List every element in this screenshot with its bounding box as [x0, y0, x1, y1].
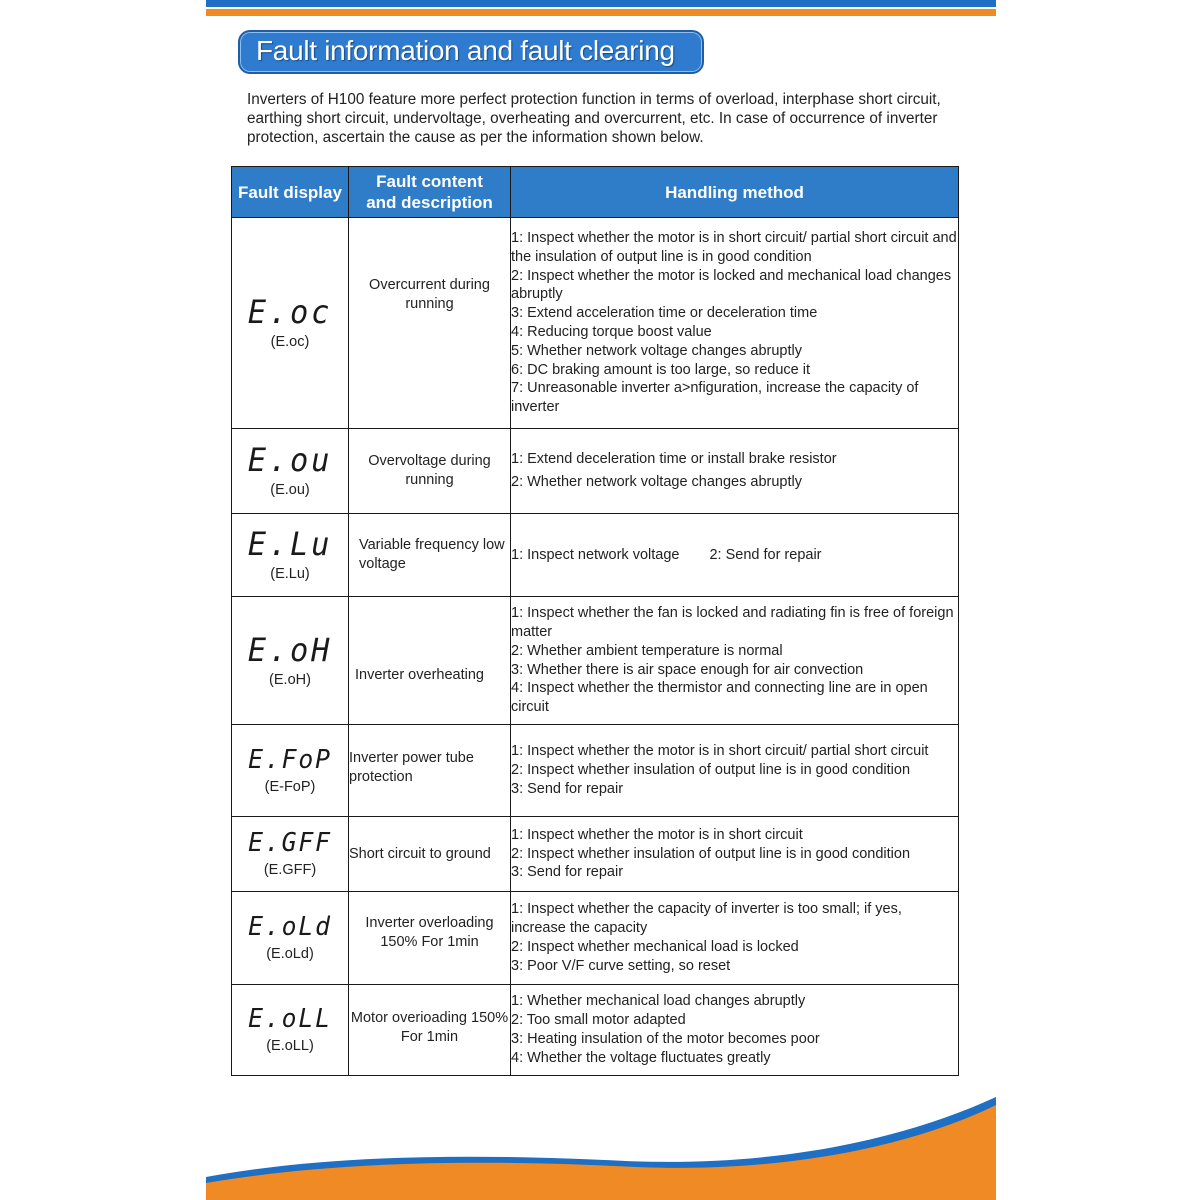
bottom-decorative-wave: [206, 1095, 996, 1200]
handling-step: 2: Inspect whether mechanical load is locked: [511, 939, 799, 955]
table-row: [232, 725, 959, 817]
segment-display-code: E.oH: [247, 630, 333, 669]
handling-step: 1: Inspect whether the motor is in short circuit/ partial short circuit: [511, 743, 929, 760]
fault-code: (E.oc): [270, 334, 310, 350]
handling-step: 3: Poor V/F curve setting, so reset: [511, 957, 731, 974]
fault-description: Motor overioading 150% For 1min: [349, 985, 511, 1076]
segment-display-code: E.ou: [247, 441, 333, 479]
handling-method-cell: [511, 429, 959, 514]
handling-step: 3: Send for repair: [511, 780, 624, 797]
header-fault-content-line2: and description: [366, 193, 493, 212]
handling-method-cell: [511, 218, 959, 429]
handling-method-cell: [511, 514, 959, 597]
handling-step: 4: Whether the voltage fluctuates greatly: [511, 1049, 771, 1066]
handling-step: 3: Whether there is air space enough for air convection: [511, 661, 864, 678]
top-decorative-bar: [206, 0, 996, 16]
fault-code: (E.oLL): [266, 1038, 314, 1054]
fault-code: (E.Lu): [270, 566, 310, 582]
handling-step: 2: Inspect whether the motor is locked and mechanical load changes abruptly: [511, 267, 952, 303]
fault-display-cell: [232, 725, 349, 817]
segment-display-code: E.oc: [247, 293, 333, 331]
handling-step: 1: Inspect network voltage: [511, 546, 680, 563]
handling-step: 2: Send for repair: [709, 546, 822, 563]
handling-step: 1: Extend deceleration time or install brake resistor: [511, 451, 837, 467]
handling-step: 1: Whether mechanical load changes abruptly: [511, 993, 806, 1010]
handling-step: 1: Inspect whether the motor is in short circuit/ partial short circuit and the insulation of output line is in good condition: [511, 230, 957, 265]
table-header-row: [232, 167, 959, 218]
header-fault-content: [349, 167, 511, 218]
fault-table: [231, 166, 959, 1076]
segment-display-code: E.GFF: [248, 828, 332, 858]
handling-step: 1: Inspect whether the fan is locked and radiating fin is free of foreign matter: [511, 605, 954, 640]
page-title: Fault information and fault clearing: [256, 35, 675, 66]
handling-step: 7: Unreasonable inverter a>nfiguration, increase the capacity of inverter: [511, 380, 919, 416]
handling-step: 4: Inspect whether the thermistor and connecting line are in open circuit: [511, 680, 928, 716]
header-fault-display: Fault display: [232, 167, 349, 218]
fault-description: Inverter overheating: [349, 597, 511, 725]
handling-method-cell: [511, 725, 959, 817]
fault-display-cell: [232, 218, 349, 429]
handling-step: 3: Extend acceleration time or deceleration time: [511, 305, 818, 322]
handling-step: 6: DC braking amount is too large, so reduce it: [511, 361, 811, 378]
segment-display-code: E.oLd: [248, 912, 332, 942]
handling-step: 4: Reducing torque boost value: [511, 324, 712, 340]
fault-description: Overcurrent during running: [349, 218, 511, 429]
handling-step: 2: Whether network voltage changes abruptly: [511, 474, 802, 490]
segment-display-code: E.oLL: [248, 1004, 332, 1034]
fault-code: (E.GFF): [263, 862, 317, 878]
fault-display-cell: [232, 985, 349, 1076]
table-row: [232, 429, 959, 514]
fault-code: (E.oH): [269, 671, 311, 688]
handling-method-cell: [511, 985, 959, 1076]
table-row: [232, 985, 959, 1076]
handling-step: 1: Inspect whether the motor is in short circuit: [511, 826, 803, 843]
header-fault-content-line1: Fault content: [376, 172, 483, 191]
header-handling-method: Handling method: [511, 167, 959, 218]
segment-display-code: E.FoP: [248, 744, 332, 775]
page-title-banner: [238, 30, 704, 74]
handling-step: 2: Too small motor adapted: [511, 1012, 686, 1029]
manual-page: [206, 0, 996, 1200]
fault-display-cell: [232, 817, 349, 892]
fault-display-cell: [232, 514, 349, 597]
table-row: [232, 892, 959, 985]
fault-code: (E.ou): [270, 482, 310, 498]
handling-step: 1: Inspect whether the capacity of inverter is too small; if yes, increase the capacity: [511, 901, 902, 937]
handling-step: 2: Inspect whether insulation of output line is in good condition: [511, 762, 911, 779]
segment-display-code: E.Lu: [247, 525, 333, 563]
fault-description: Overvoltage during running: [349, 429, 511, 514]
table-row: [232, 514, 959, 597]
table-row: [232, 218, 959, 429]
intro-paragraph: Inverters of H100 feature more perfect protection function in terms of overload, interphase short circuit, earthing short circuit, undervoltage, overheating and overcurrent, etc. In case of occurrence of inverter protection, ascertain the cause as per the information shown below.: [247, 91, 941, 146]
handling-step: 2: Inspect whether insulation of output line is in good condition: [511, 845, 911, 862]
fault-display-cell: [232, 597, 349, 725]
handling-step: 3: Heating insulation of the motor becomes poor: [511, 1031, 820, 1047]
fault-code: (E.oLd): [266, 946, 314, 962]
handling-step: 2: Whether ambient temperature is normal: [511, 642, 783, 659]
table-row: [232, 817, 959, 892]
fault-description: Short circuit to ground: [349, 817, 511, 892]
handling-method-cell: [511, 597, 959, 725]
fault-display-cell: [232, 429, 349, 514]
fault-display-cell: [232, 892, 349, 985]
table-row: [232, 597, 959, 725]
handling-step: 5: Whether network voltage changes abruptly: [511, 342, 802, 359]
fault-description: Variable frequency low voltage: [349, 514, 511, 597]
fault-description: Inverter overloading 150% For 1min: [349, 892, 511, 985]
fault-description: Inverter power tube protection: [349, 725, 511, 817]
handling-method-cell: [511, 892, 959, 985]
handling-step: 3: Send for repair: [511, 864, 624, 881]
fault-code: (E-FoP): [264, 778, 316, 795]
handling-method-cell: [511, 817, 959, 892]
